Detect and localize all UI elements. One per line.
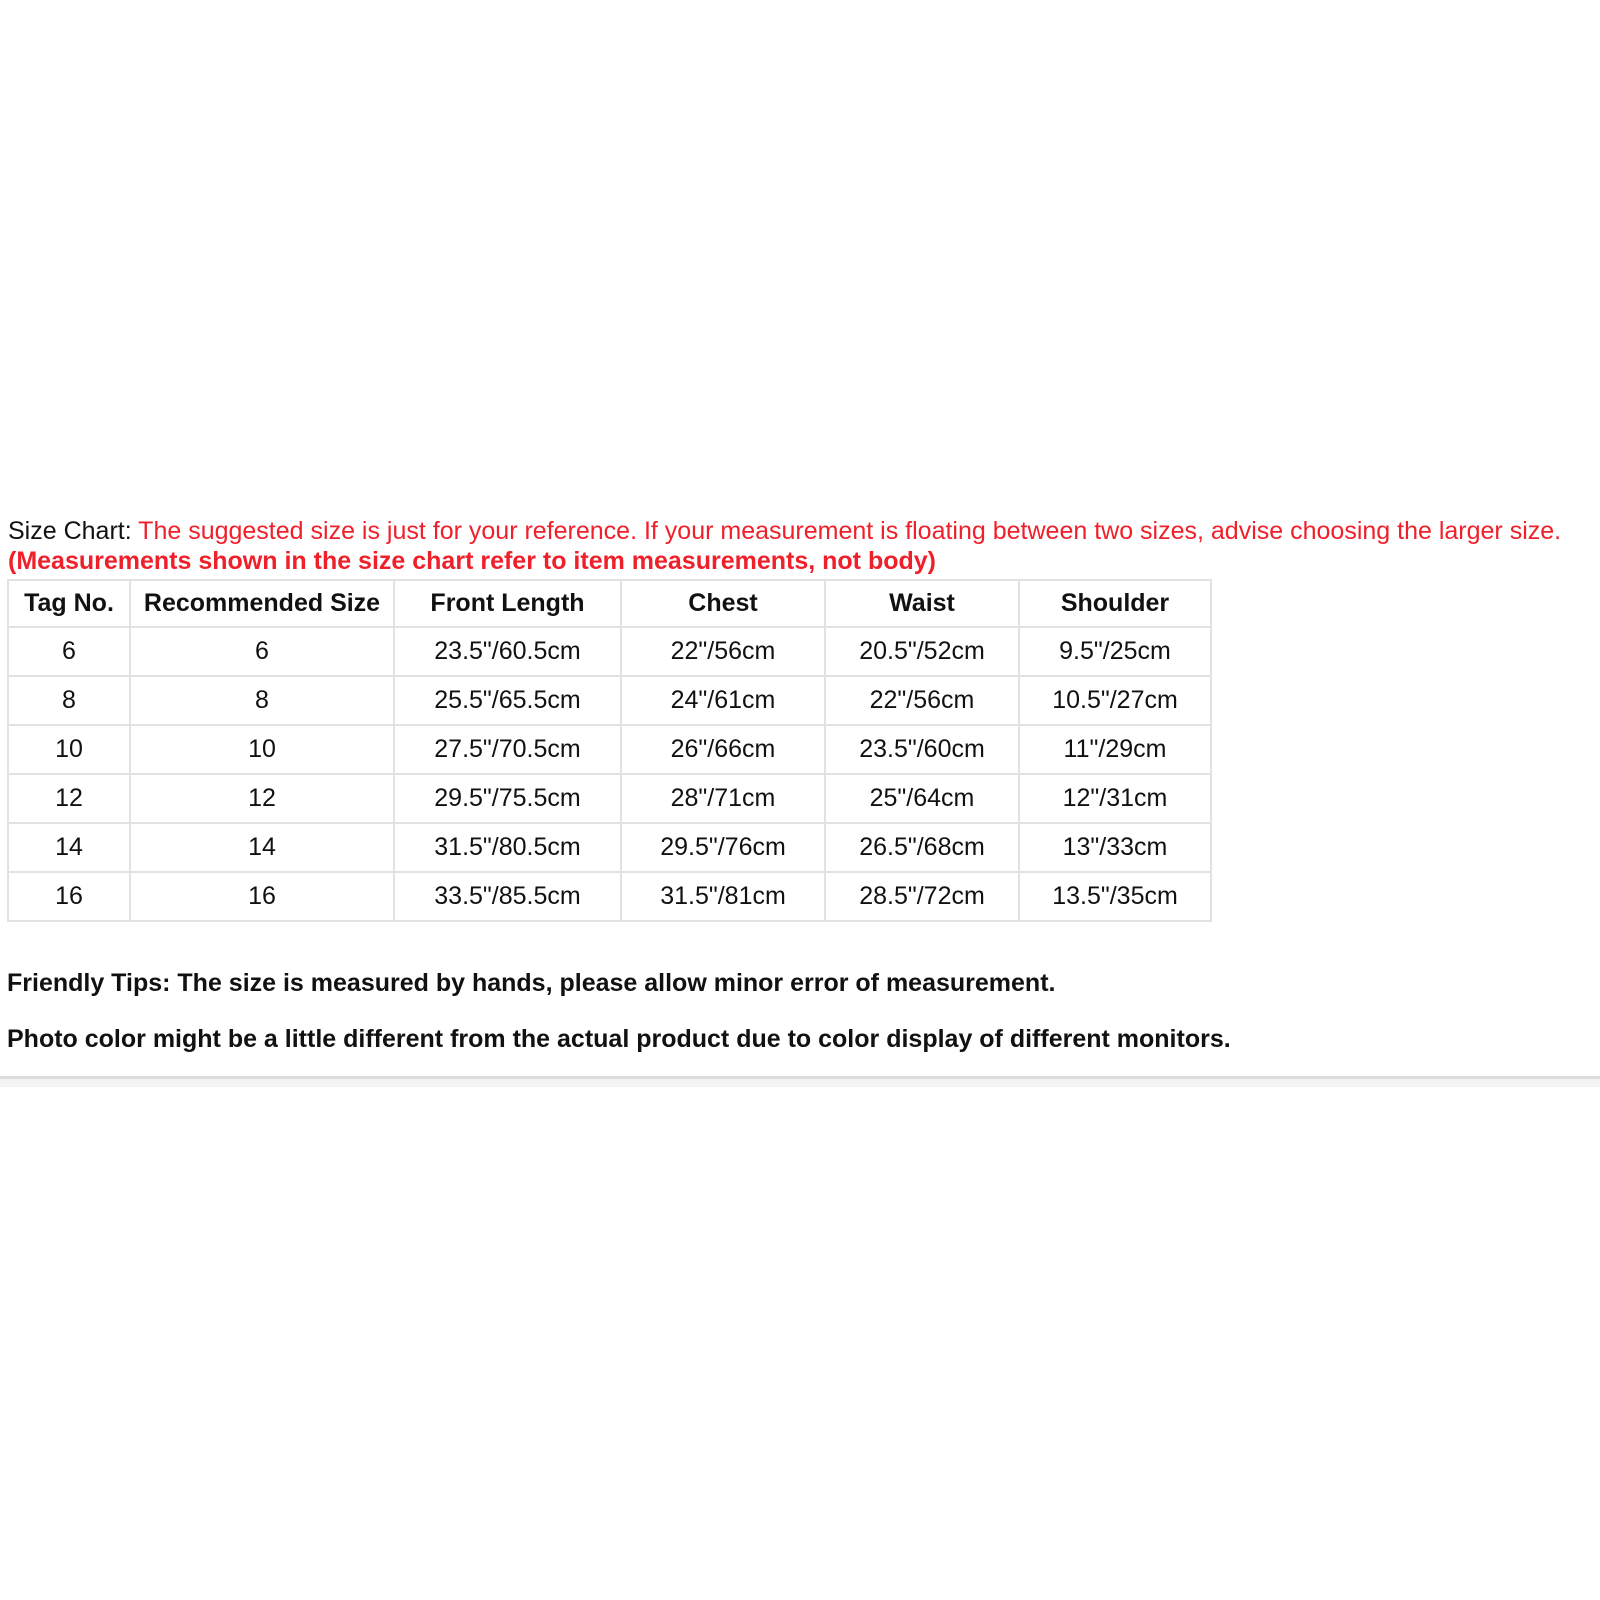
- cell-front-length: 33.5"/85.5cm: [394, 872, 621, 921]
- cell-shoulder: 9.5"/25cm: [1019, 627, 1211, 676]
- table-row: [8, 823, 1211, 872]
- table-row: [8, 725, 1211, 774]
- size-chart-intro: [7, 516, 1597, 576]
- size-table: [7, 579, 1212, 922]
- cell-recommended-size: 6: [130, 627, 394, 676]
- size-table-header-row: [8, 580, 1211, 627]
- cell-chest: 22"/56cm: [621, 627, 825, 676]
- size-chart-note: The suggested size is just for your reference. If your measurement is floating between two sizes, advise choosing the larger size.: [138, 517, 1562, 545]
- size-chart-section: [7, 516, 1597, 1054]
- header-front-length: Front Length: [394, 580, 621, 627]
- cell-waist: 20.5"/52cm: [825, 627, 1019, 676]
- cell-recommended-size: 14: [130, 823, 394, 872]
- cell-waist: 22"/56cm: [825, 676, 1019, 725]
- cell-shoulder: 12"/31cm: [1019, 774, 1211, 823]
- cell-chest: 29.5"/76cm: [621, 823, 825, 872]
- cell-recommended-size: 8: [130, 676, 394, 725]
- cell-shoulder: 10.5"/27cm: [1019, 676, 1211, 725]
- table-row: [8, 872, 1211, 921]
- cell-front-length: 31.5"/80.5cm: [394, 823, 621, 872]
- cell-shoulder: 13.5"/35cm: [1019, 872, 1211, 921]
- header-waist: Waist: [825, 580, 1019, 627]
- cell-waist: 25"/64cm: [825, 774, 1019, 823]
- cell-waist: 26.5"/68cm: [825, 823, 1019, 872]
- header-chest: Chest: [621, 580, 825, 627]
- cell-shoulder: 11"/29cm: [1019, 725, 1211, 774]
- cell-chest: 24"/61cm: [621, 676, 825, 725]
- table-row: [8, 774, 1211, 823]
- friendly-tips: Friendly Tips: The size is measured by hands, please allow minor error of measurement.: [7, 969, 1056, 997]
- cell-waist: 23.5"/60cm: [825, 725, 1019, 774]
- cell-front-length: 23.5"/60.5cm: [394, 627, 621, 676]
- cell-chest: 26"/66cm: [621, 725, 825, 774]
- cell-tag-no: 6: [8, 627, 130, 676]
- cell-tag-no: 8: [8, 676, 130, 725]
- cell-tag-no: 10: [8, 725, 130, 774]
- cell-waist: 28.5"/72cm: [825, 872, 1019, 921]
- table-row: [8, 676, 1211, 725]
- cell-front-length: 29.5"/75.5cm: [394, 774, 621, 823]
- header-shoulder: Shoulder: [1019, 580, 1211, 627]
- size-chart-label-wrap: [8, 517, 138, 545]
- cell-tag-no: 16: [8, 872, 130, 921]
- cell-recommended-size: 12: [130, 774, 394, 823]
- cell-tag-no: 12: [8, 774, 130, 823]
- size-chart-note-bold: (Measurements shown in the size chart refer to item measurements, not body): [8, 547, 936, 575]
- size-chart-colon: :: [124, 517, 139, 545]
- cell-front-length: 27.5"/70.5cm: [394, 725, 621, 774]
- cell-shoulder: 13"/33cm: [1019, 823, 1211, 872]
- section-divider-shadow: [0, 1079, 1600, 1087]
- cell-recommended-size: 16: [130, 872, 394, 921]
- cell-tag-no: 14: [8, 823, 130, 872]
- photo-color-note: Photo color might be a little different from the actual product due to color display of different monitors.: [7, 1025, 1231, 1053]
- table-row: [8, 627, 1211, 676]
- header-tag-no: Tag No.: [8, 580, 130, 627]
- cell-recommended-size: 10: [130, 725, 394, 774]
- header-recommended-size: Recommended Size: [130, 580, 394, 627]
- cell-chest: 28"/71cm: [621, 774, 825, 823]
- cell-front-length: 25.5"/65.5cm: [394, 676, 621, 725]
- cell-chest: 31.5"/81cm: [621, 872, 825, 921]
- size-chart-label: Size Chart: [8, 517, 125, 545]
